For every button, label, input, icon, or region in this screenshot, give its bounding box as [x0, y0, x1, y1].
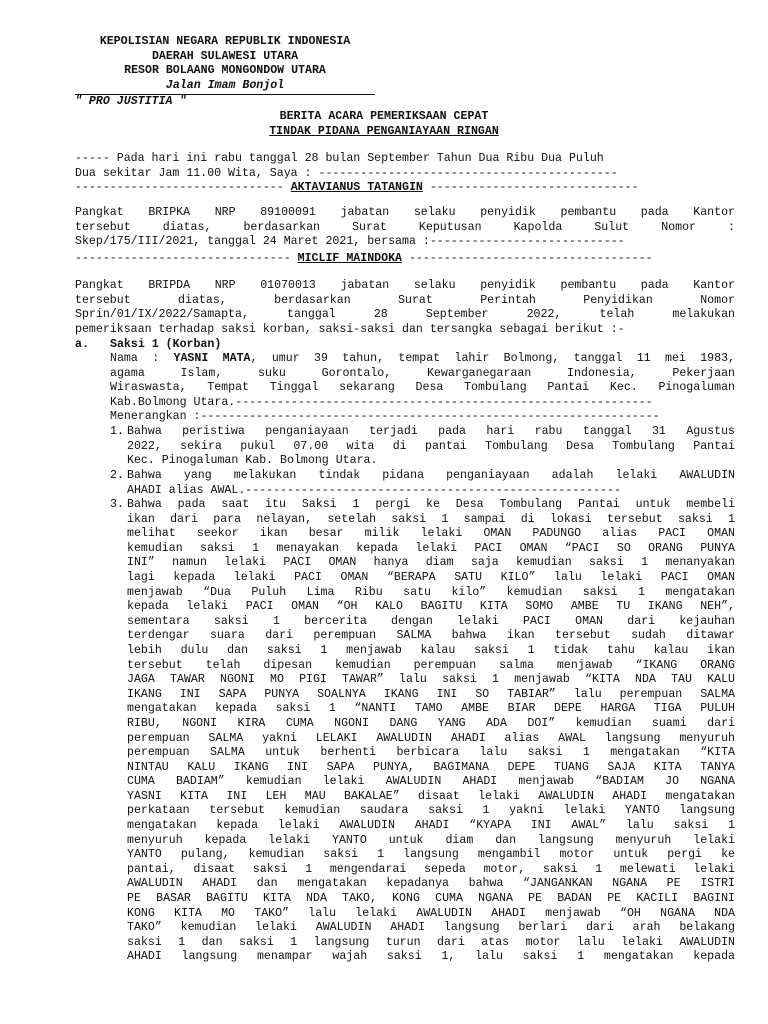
statement-number: 2.: [110, 469, 124, 482]
statement-line: saksi 1 dan saksi 1 langsung turun dari atas motor lalu lelaki AWALUDIN: [127, 935, 735, 949]
witness-identity: [110, 352, 735, 425]
statement-line: Bahwa pada saat itu Saksi 1 pergi ke Desa Tombulang Pantai untuk membeli: [127, 498, 735, 511]
pro-justitia: " PRO JUSTITIA ": [75, 95, 187, 108]
statement-line: kemudian saksi 1 menayakan kepada lelaki PACI OMAN “PACI SO ORANG PUNYA: [127, 541, 735, 555]
statement-line: CUMA BADIAM” kemudian lelaki AWALUDIN AHADI menjawab “BADIAM JO NGANA: [127, 775, 735, 789]
investigator-1-name: AKTAVIANUS TATANGIN: [290, 181, 423, 195]
statement-line: menjawab “Dua Puluh Lima Ribu satu kilo” kemudian saksi 1 mengatakan: [127, 585, 735, 599]
statement-text: Bahwa yang melakukan tindak pidana penganiayaan adalah lelaki AWALUDIN AHADI alias AWAL.------------------------------------------------------: [127, 469, 735, 497]
letterhead: [75, 35, 375, 110]
identity-line: Kab.Bolmong Utara.------------------------------------------------------------: [110, 395, 653, 409]
letterhead-line-3: RESOR BOLAANG MONGONDOW UTARA: [124, 64, 326, 77]
statement-line: lebih dulu dan saksi 1 menjawab kalau saksi 1 tidak tahu kalau ikan: [127, 643, 735, 657]
section-marker: a.: [75, 338, 89, 351]
investigator-1-heading: ------------------------------ AKTAVIANUS TATANGIN ------------------------------: [75, 181, 639, 195]
witness-name: YASNI MATA: [173, 352, 251, 365]
statement-line: AWALUDIN AHADI dan mengatakan kepadanya bahwa “JANGANKAN NGANA PE ISTRI: [127, 877, 735, 891]
statement-line: RIBU, NGONI KIRA CUMA NGONI DANG YANG ADA DOI” kemudian suami dari: [127, 716, 735, 730]
statement-line: mengatakan kepada saksi 1 “NANTI TAMO AMBE BIAR DEPE HARGA TIGA PULUH: [127, 702, 735, 716]
identity-line: Nama : YASNI MATA, umur 39 tahun, tempat lahir Bolmong, tanggal 11 mei 1983,: [110, 352, 735, 365]
statement-text: [127, 498, 735, 965]
statement-number: 3.: [110, 498, 124, 511]
statement-line: INI” namun lelaki PACI OMAN hanya diam saja kemudian saksi 1 menanyakan: [127, 556, 735, 570]
statement-line: lagi kepada lelaki PACI OMAN “BERAPA SATU KILO” lalu lelaki PACI OMAN: [127, 570, 735, 584]
statement-number: 1.: [110, 425, 124, 438]
paragraph-line: tersebut diatas, berdasarkan Surat Perintah Penyidikan Nomor: [75, 293, 735, 307]
statement-line: menyuruh kepada lelaki YANTO untuk diam dan langsung menyuruh lelaki: [127, 833, 735, 847]
paragraph-line: Pangkat BRIPKA NRP 89100091 jabatan selaku penyidik pembantu pada Kantor: [75, 206, 735, 219]
paragraph-line: tersebut diatas, berdasarkan Surat Keputusan Kapolda Sulut Nomor :: [75, 220, 735, 234]
statement-line: YASNI KITA INI LEH MAU BAKALAE” disaat lelaki AWALUDIN AHADI mengatakan: [127, 789, 735, 803]
statement-line: terdengar suara dari perempuan SALMA bahwa ikan tersebut sudah ditawar: [127, 629, 735, 643]
letterhead-line-1: KEPOLISIAN NEGARA REPUBLIK INDONESIA: [99, 35, 351, 48]
statement-line: JAGA TAWAR NGONI MO PIGI TAWAR” lalu saksi 1 menjawab “KITA NDA TAU KALU: [127, 673, 735, 687]
statement-line: perempuan SALMA untuk berhenti berbicara lalu saksi 1 mengatakan “KITA: [127, 746, 735, 760]
title-line-1: BERITA ACARA PEMERIKSAAN CEPAT: [279, 110, 489, 123]
paragraph-line: Sprin/01/IX/2022/Samapta, tanggal 28 September 2022, telah melakukan: [75, 308, 735, 322]
statement-text: Bahwa peristiwa penganiayaan terjadi pada hari rabu tanggal 31 Agustus 2022, sekira pukul 07.00 wita di pantai Tombulang Desa Tombulang Pantai Kec. Pinogaluman Kab. Bolmong Utara.: [127, 425, 735, 468]
investigator-2-heading: ------------------------------- MICLIF MAINDOKA -----------------------------------: [75, 252, 653, 265]
statement-line: kepada lelaki PACI OMAN “OH KALO BAGITU KITA SOMO AMBE TU IKANG NEH”,: [127, 600, 735, 614]
statement-line: perempuan SALMA yakni LELAKI AWALUDIN AHADI alias AWAL langsung menyuruh: [127, 731, 735, 745]
statement-line: PE BASAR BAGITU KITA NDA TAKO, KONG CUMA NGANA PE BADAN PE KACILI BAGINI: [127, 892, 735, 906]
letterhead-address: Jalan Imam Bonjol: [165, 78, 285, 92]
statement-line: TAKO” kemudian lelaki AWALUDIN AHADI langsung berlari dari arah belakang: [127, 921, 735, 935]
section-a-title: Saksi 1 (Korban): [110, 338, 222, 351]
letterhead-line-2: DAERAH SULAWESI UTARA: [151, 49, 299, 63]
investigator-1-paragraph: [75, 206, 735, 250]
opening-line: Dua sekitar Jam 11.00 Wita, Saya : -------------------------------------------: [75, 166, 618, 180]
section-a-heading: [75, 338, 735, 353]
paragraph-line: Skep/175/III/2021, tanggal 24 Maret 2021, bersama :----------------------------: [75, 235, 625, 249]
title-line-2: TINDAK PIDANA PENGANIAYAAN RINGAN: [269, 124, 499, 138]
document-title: [0, 110, 768, 139]
statement-line: pantai, disaat saksi 1 mengendarai sepeda motor, saksi 1 melewati lelaki: [127, 862, 735, 876]
statement-line: YANTO pulang, kemudian saksi 1 langsung mengambil motor untuk pergi ke: [127, 848, 735, 862]
statement-line: mengatakan kepada lelaki AWALUDIN AHADI “KYAPA INI AWAL” lalu saksi 1: [127, 819, 735, 833]
statement-line: NINTAU KALU IKANG INI SAPA PUNYA, BAGIMANA DEPE TUANG SAJA KITA TANYA: [127, 760, 735, 774]
investigator-2-name: MICLIF MAINDOKA: [297, 252, 403, 265]
statement-line: sementara saksi 1 bercerita dengan lelaki PACI OMAN dari kejauhan: [127, 614, 735, 628]
statement-line: perkataan tersebut kemudian saudara saksi 1 yakni lelaki YANTO langsung: [127, 804, 735, 818]
statement-line: IKANG INI SAPA PUNYA SOALNYA IKANG INI SO TABIAR” lalu perempuan SALMA: [127, 687, 735, 701]
paragraph-line: Pangkat BRIPDA NRP 01070013 jabatan selaku penyidik pembantu pada Kantor: [75, 279, 735, 292]
opening-paragraph: [75, 152, 735, 196]
statement-line: tersebut telah dipesan kemudian perempuan salma menjawab “IKANG ORANG: [127, 658, 735, 672]
opening-line: ----- Pada hari ini rabu tanggal 28 bulan September Tahun Dua Ribu Dua Puluh: [75, 152, 604, 165]
statement-line: KONG KITA MO TAKO” lalu lelaki AWALUDIN AHADI menjawab “OH NGANA NDA: [127, 906, 735, 920]
statement-line: AHADI langsung menampar wajah saksi 1, lalu saksi 1 mengatakan kepada: [127, 950, 735, 964]
investigator-2-paragraph: [75, 279, 735, 337]
statement-line: melihat seekor ikan besar milik lelaki OMAN PADUNGO alias PACI OMAN: [127, 527, 735, 541]
identity-line: Wiraswasta, Tempat Tinggal sekarang Desa Tombulang Pantai Kec. Pinogaluman: [110, 381, 735, 395]
identity-line: agama Islam, suku Gorontalo, Kewarganegaraan Indonesia, Pekerjaan: [110, 366, 735, 380]
paragraph-line: pemeriksaan terhadap saksi korban, saksi-saksi dan tersangka sebagai berikut :-: [75, 322, 625, 336]
statement-line: ikan dari para nelayan, setelah saksi 1 sampai di lokasi tersebut saksi 1: [127, 512, 735, 526]
menerangkan-line: Menerangkan :------------------------------------------------------------------: [110, 410, 660, 424]
